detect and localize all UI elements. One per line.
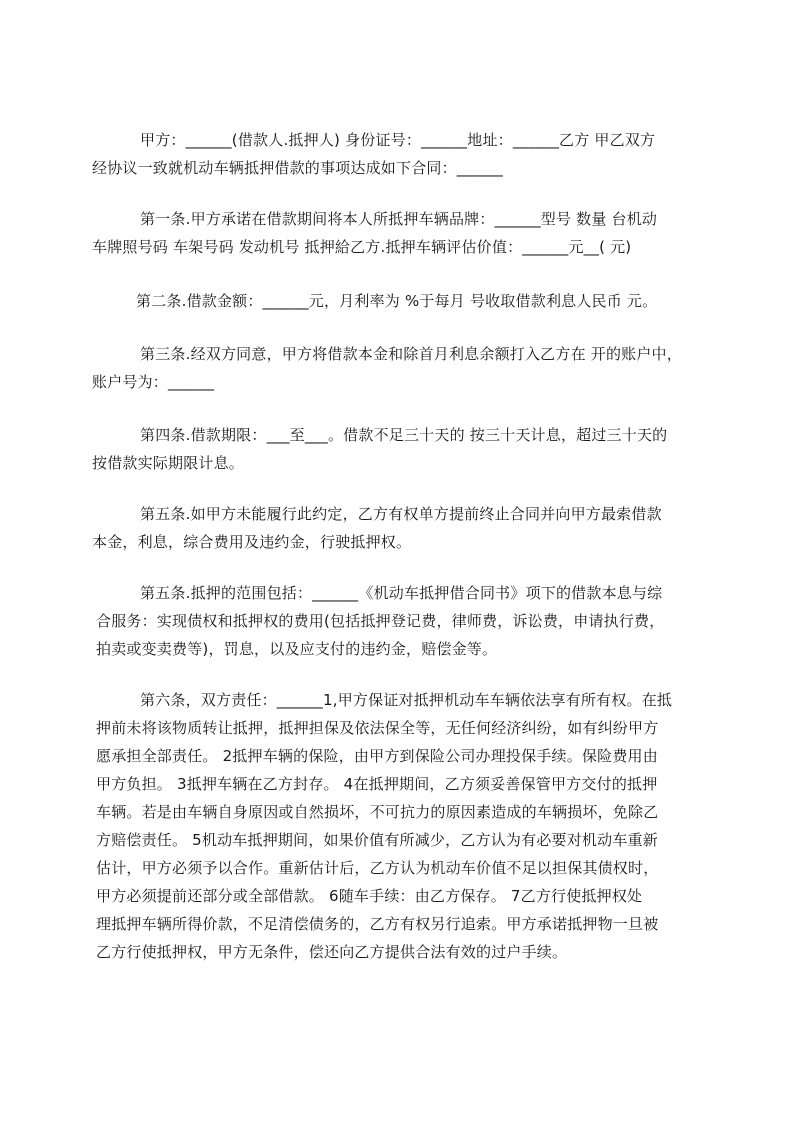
text-line: 甲方必须提前还部分或全部借款。 6随车手续：由乙方保存。 7乙方行使抵押权处 (96, 887, 643, 905)
text-line: 本金，利息，综合费用及违约金，行驶抵押权。 (92, 533, 412, 551)
text-line: 第一条.甲方承诺在借款期间将本人所抵押车辆品牌：______型号 数量 台机动 (140, 210, 658, 228)
text-line: 经协议一致就机动车辆抵押借款的事项达成如下合同：______ (92, 159, 504, 177)
text-line: 第二条.借款金额：______元，月利率为 %于每月 号收取借款利息人民币 元。 (136, 292, 658, 310)
paragraph-article-4 (92, 421, 707, 477)
paragraph-article-5a (92, 500, 707, 556)
text-line: 愿承担全部责任。 2抵押车辆的保险，由甲方到保险公司办理投保手续。保险费用由 (96, 747, 658, 765)
text-line: 合服务：实现债权和抵押权的费用(包括抵押登记费，律师费，诉讼费，申请执行费， (96, 612, 665, 630)
text-line: 按借款实际期限计息。 (92, 454, 245, 472)
paragraph-article-3 (92, 340, 707, 396)
text-line: 方赔偿责任。 5机动车抵押期间，如果价值有所减少，乙方认为有必要对机动车重新 (96, 831, 658, 849)
text-line: 车辆。若是由车辆自身原因或自然损坏，不可抗力的原因素造成的车辆损坏，免除乙 (96, 803, 659, 821)
text-line: 理抵押车辆所得价款，不足清偿债务的，乙方有权另行追索。甲方承诺抵押物一旦被 (96, 915, 659, 933)
paragraph-article-2 (92, 287, 707, 315)
text-line: 第五条.如甲方未能履行此约定，乙方有权单方提前终止合同并向甲方最索借款 (140, 505, 662, 523)
text-line: 估计，甲方必须予以合作。重新估计后，乙方认为机动车价值不足以担保其债权时， (96, 859, 659, 877)
text-line: 第三条.经双方同意，甲方将借款本金和除首月利息余额打入乙方在 开的账户中， (140, 345, 682, 363)
text-line: 押前未将该物质转让抵押，抵押担保及依法保全等，无任何经济纠纷，如有纠纷甲方 (96, 719, 659, 737)
text-line: 车牌照号码 车架号码 发动机号 抵押給乙方.抵押车辆评估价值：______元__( 元) (92, 238, 632, 256)
paragraph-article-6 (92, 686, 707, 966)
text-line: 甲方负担。 3抵押车辆在乙方封存。 4在抵押期间，乙方须妥善保管甲方交付的抵押 (96, 775, 658, 793)
paragraph-article-5b (92, 579, 707, 663)
paragraph-intro (92, 126, 707, 182)
text-line: 乙方行使抵押权，甲方无条件，偿还向乙方提供合法有效的过户手续。 (96, 943, 568, 961)
text-line: 拍卖或变卖费等)，罚息，以及应支付的违约金，赔偿金等。 (96, 640, 498, 658)
text-line: 第四条.借款期限：___至___。借款不足三十天的 按三十天计息，超过三十天的 (140, 426, 668, 444)
text-line: 第六条，双方责任：______1,甲方保证对抵押机动车车辆依法享有所有权。在抵 (140, 691, 673, 709)
text-line: 第五条.抵押的范围包括：______《机动车抵押借合同书》项下的借款本息与综 (140, 584, 663, 602)
paragraph-article-1 (92, 205, 707, 261)
text-line: 账户号为：______ (92, 373, 215, 391)
text-line: 甲方：______(借款人.抵押人) 身份证号：______地址：______乙方 甲乙双方 (140, 131, 656, 149)
